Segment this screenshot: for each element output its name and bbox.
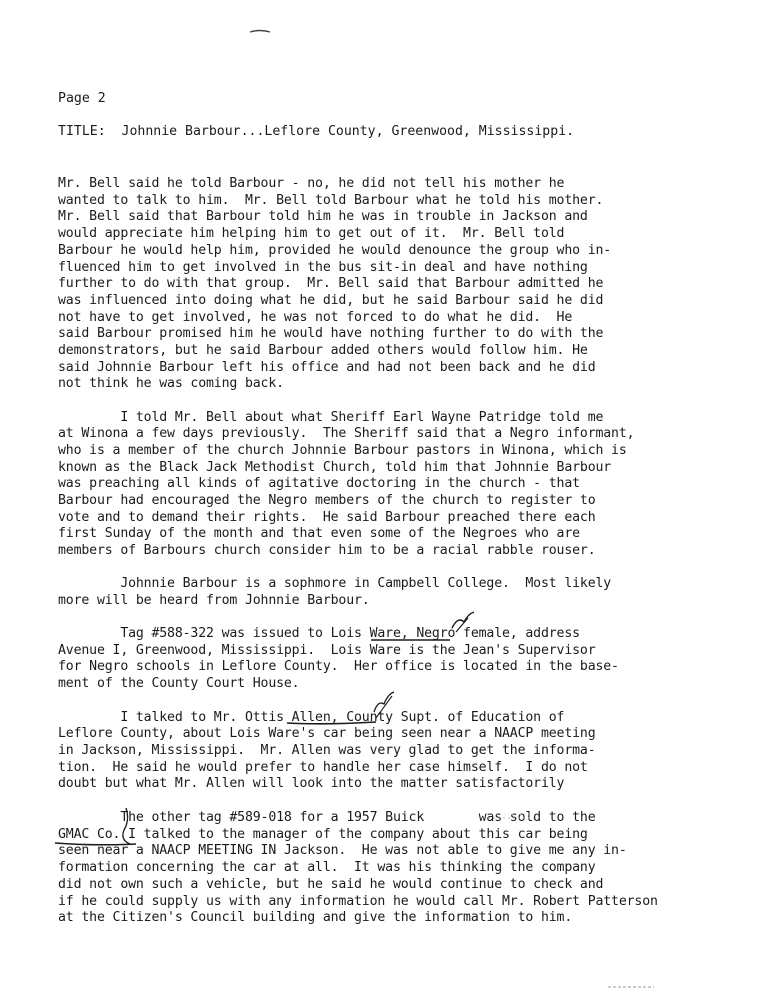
text-line: seen near a NAACP MEETING IN Jackson. He was not able to give me any in- [58,843,627,859]
text-line: not have to get involved, he was not forced to do what he did. He [58,309,573,325]
text-line: vote and to demand their rights. He said Barbour preached there each [58,509,596,525]
page-number: Page 2 [58,91,106,106]
text-line: known as the Black Jack Methodist Church, told him that Johnnie Barbour [58,459,612,475]
text-line: further to do with that group. Mr. Bell said that Barbour admitted he [58,276,604,292]
text-line: The other tag #589-018 for a 1957 Buick was sold to the [58,810,596,825]
text-line: did not own such a vehicle, but he said he would continue to check and [58,876,604,892]
text-line: said Johnnie Barbour left his office and had not been back and he did [58,359,596,375]
text-line: who is a member of the church Johnnie Barbour pastors in Winona, which is [58,442,627,458]
document-title: TITLE: Johnnie Barbour...Leflore County, Greenwood, Mississippi. [58,124,575,139]
text-line: demonstrators, but he said Barbour added others would follow him. He [58,343,588,358]
text-line: Johnnie Barbour is a sophmore in Campbell College. Most likely [58,576,612,591]
text-line: Avenue I, Greenwood, Mississippi. Lois Ware is the Jean's Supervisor [58,642,596,658]
text-line: members of Barbours church consider him to be a racial rabble rouser. [58,543,596,559]
text-line: for Negro schools in Leflore County. Her office is located in the base- [58,659,619,675]
text-line: I talked to Mr. Ottis Allen, County Supt. of Education of [58,709,565,725]
text-line: fluenced him to get involved in the bus sit-in deal and have nothing [58,259,588,275]
text-line: I told Mr. Bell about what Sheriff Earl Wayne Patridge told me [58,409,604,425]
text-line: ment of the County Court House. [58,676,300,692]
text-line: was preaching all kinds of agitative doctoring in the church - that [58,476,580,492]
text-line: tion. He said he would prefer to handle her case himself. I do not [58,759,588,775]
text-line: Mr. Bell said he told Barbour - no, he did not tell his mother he [58,176,565,191]
text-line: first Sunday of the month and that even some of the Negroes who are [58,526,580,542]
text-line: Mr. Bell said that Barbour told him he was in trouble in Jackson and [58,209,588,225]
text-line: Barbour had encouraged the Negro members of the church to register to [58,493,596,508]
text-line: doubt but what Mr. Allen will look into the matter satisfactorily [58,776,565,792]
text-line: Leflore County, about Lois Ware's car being seen near a NAACP meeting [58,726,596,742]
scan-mark-bottom [606,984,656,990]
text-line: more will be heard from Johnnie Barbour. [58,592,370,608]
text-line: in Jackson, Mississippi. Mr. Allen was very glad to get the informa- [58,742,596,758]
text-line: said Barbour promised him he would have nothing further to do with the [58,326,604,342]
text-line: formation concerning the car at all. It was his thinking the company [58,860,596,876]
text-line: wanted to talk to him. Mr. Bell told Barbour what he told his mother. [58,192,604,208]
text-line: at Winona a few days previously. The Sheriff said that a Negro informant, [58,426,635,442]
text-line: would appreciate him helping him to get out of it. Mr. Bell told [58,226,565,242]
text-line: Barbour he would help him, provided he would denounce the group who in- [58,242,612,258]
text-line: at the Citizen's Council building and give the information to him. [58,910,573,926]
text-line: was influenced into doing what he did, but he said Barbour said he did [58,292,604,308]
text-line: Tag #588-322 was issued to Lois Ware, Negro female, address [58,626,580,641]
scan-mark-top [248,28,272,36]
text-line: GMAC Co. I talked to the manager of the company about this car being [58,826,588,842]
text-line: not think he was coming back. [58,376,284,392]
text-line: if he could supply us with any information he would call Mr. Robert Patterson [58,893,658,909]
